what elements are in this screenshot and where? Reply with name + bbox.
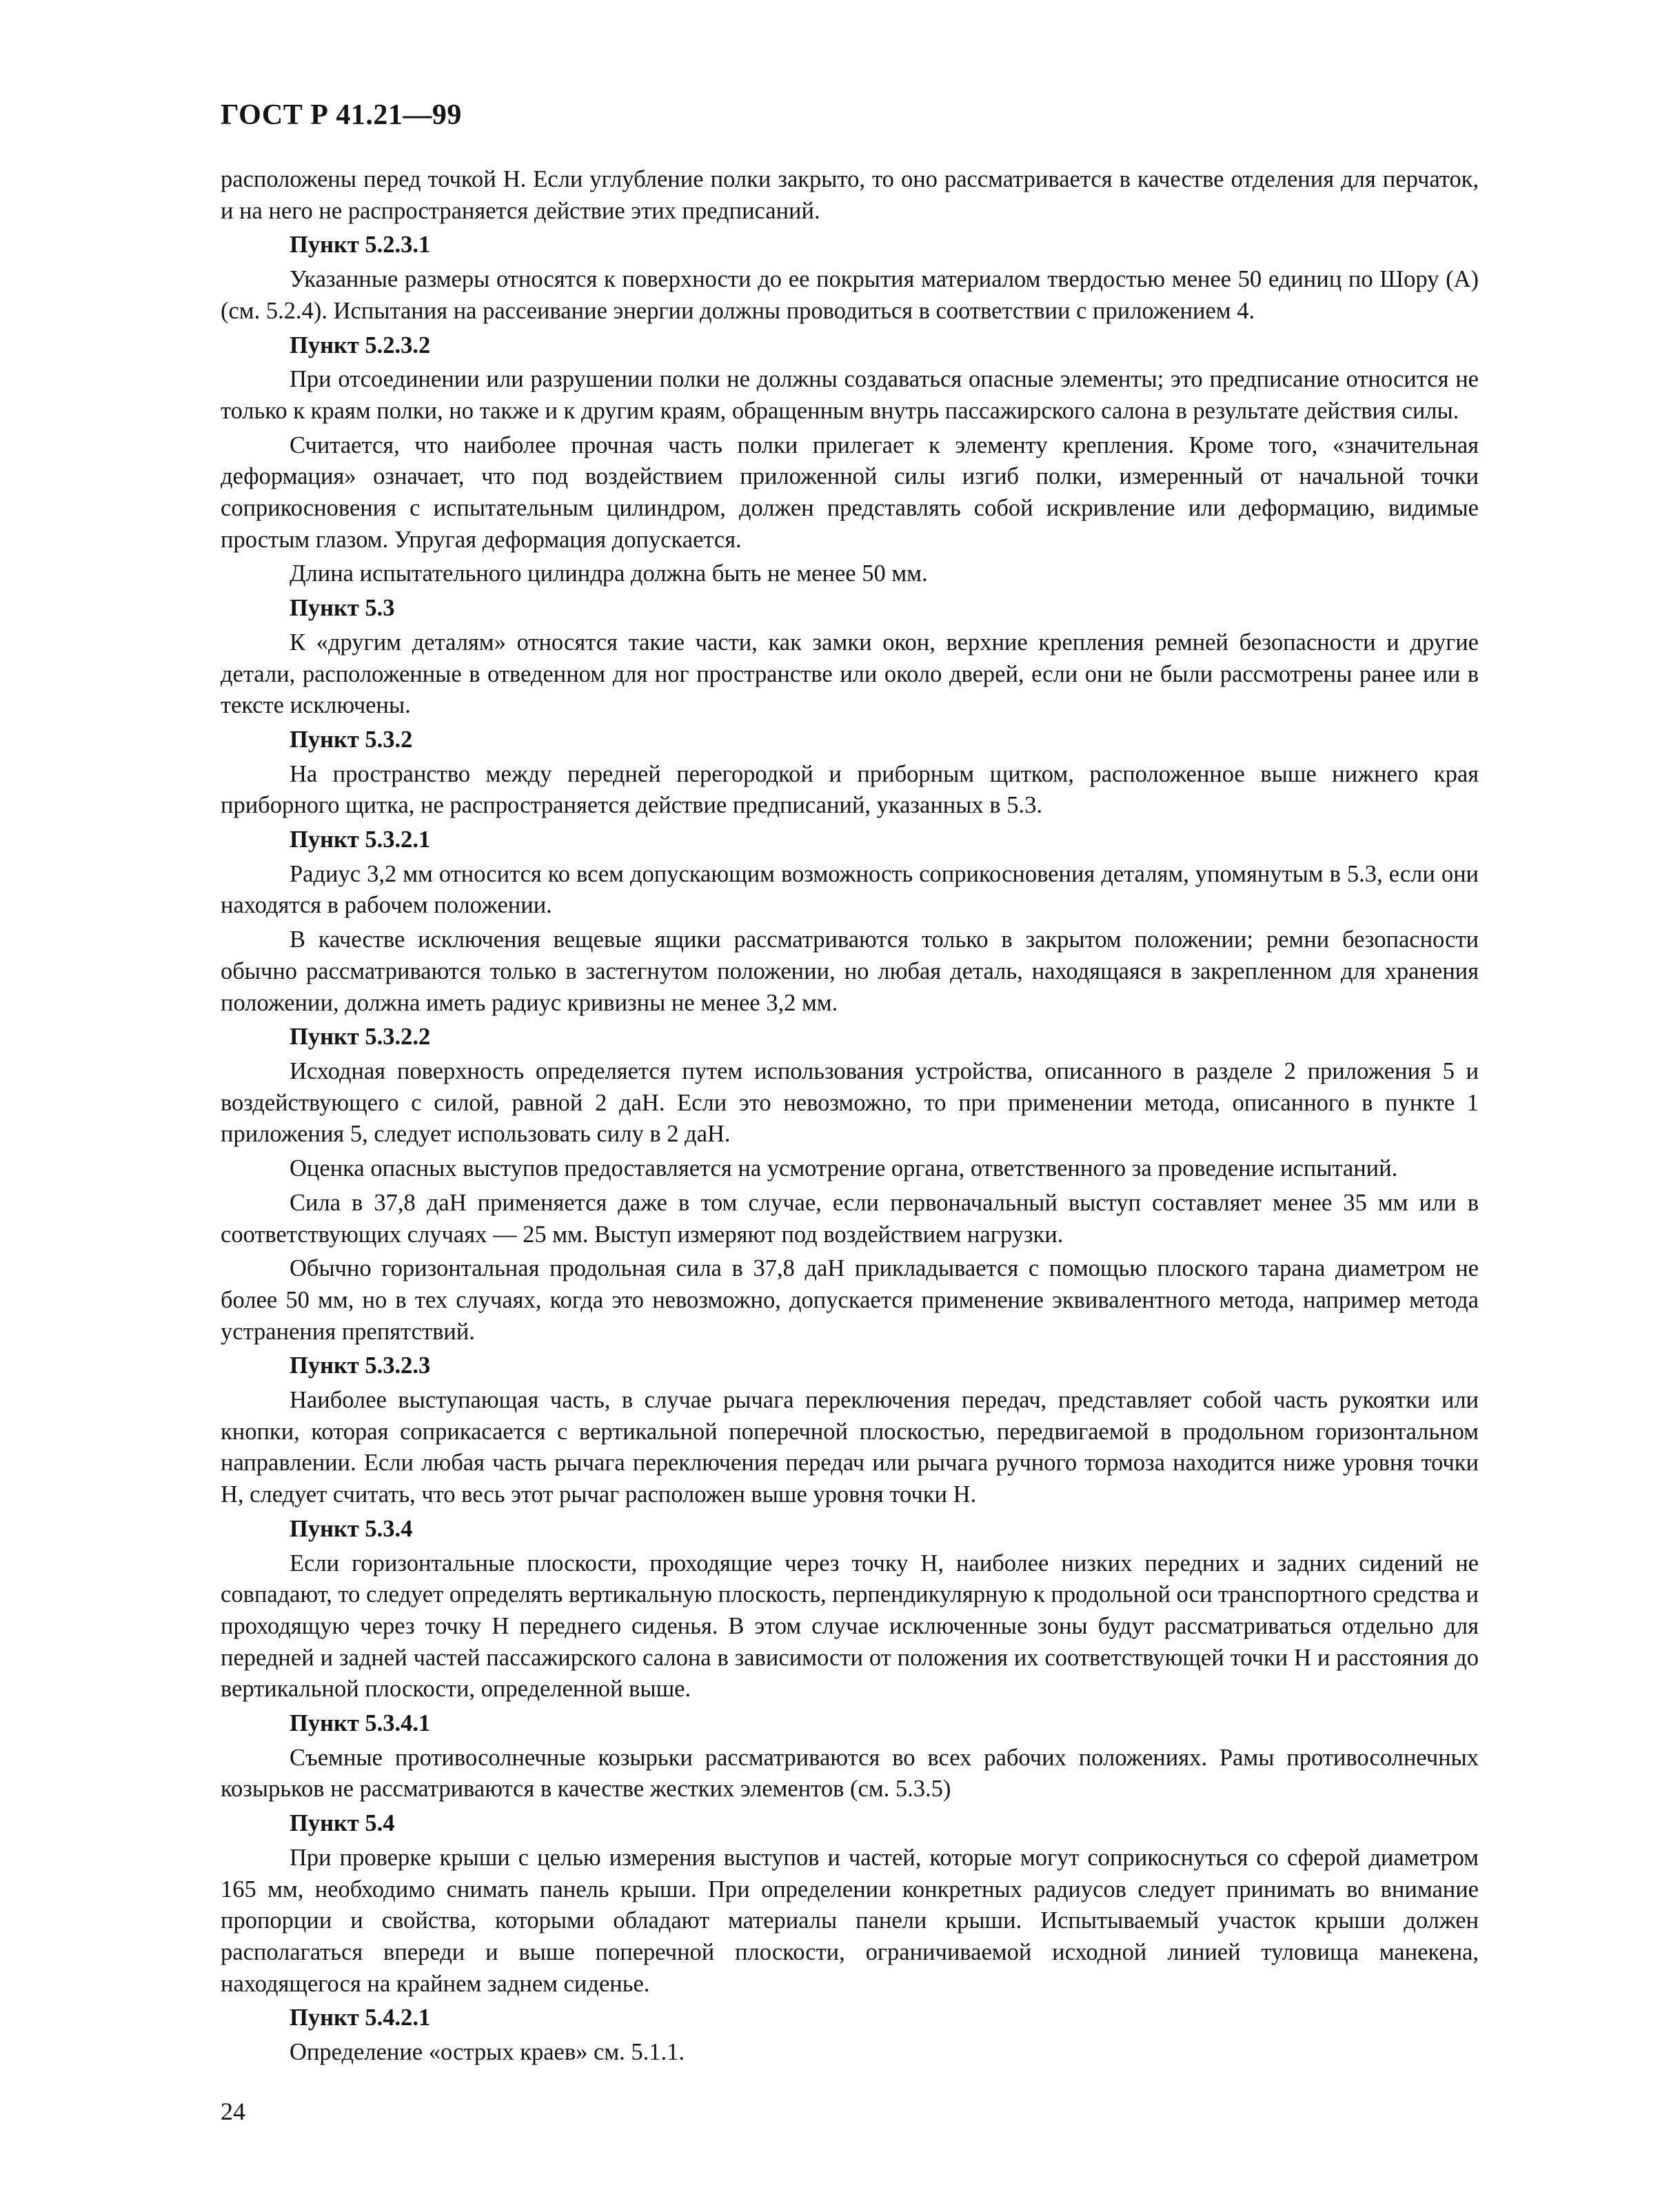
body-paragraph: Оценка опасных выступов предоставляется на усмотрение органа, ответственного за проведение испытаний. — [290, 1155, 1398, 1182]
section-heading: Пункт 5.3.2.2 — [290, 1024, 431, 1051]
body-paragraph: Наиболее выступающая часть, в случае рычага переключения передач, представляет собой часть рукоятки или кнопки, которая соприкасается с вертикальной поперечной плоскостью, передвигаемой в продольном горизонтальном направлении. Если любая часть рычага переключения передач или рычага ручного тормоза находится ниже уровня точки Н, следует считать, что весь этот рычаг расположен выше уровня точки Н. — [221, 1387, 1479, 1508]
section-heading: Пункт 5.3.4.1 — [290, 1710, 431, 1737]
body-paragraph: Радиус 3,2 мм относится ко всем допускающим возможность соприкосновения деталям, упомянутым в 5.3, если они находятся в рабочем положении. — [221, 860, 1479, 919]
body-paragraph: Исходная поверхность определяется путем использования устройства, описанного в разделе 2 приложения 5 и воздействующего с силой, равной 2 даН. Если это невозможно, то при применении метода, описанного в пункте 1 приложения 5, следует использовать силу в 2 даН. — [221, 1057, 1479, 1148]
section-heading: Пункт 5.3 — [290, 595, 395, 622]
section-heading: Пункт 5.2.3.2 — [290, 332, 431, 358]
body-paragraph: Указанные размеры относятся к поверхности до ее покрытия материалом твердостью менее 50 единиц по Шору (А) (см. 5.2.4). Испытания на рассеивание энергии должны проводиться в соответствии с приложением 4. — [221, 266, 1479, 324]
body-paragraph: Считается, что наиболее прочная часть полки прилегает к элементу крепления. Кроме того, «значительная деформация» означает, что под воздействием приложенной силы изгиб полки, измеренный от начальной точки соприкосновения с испытательным цилиндром, должен представлять собой искривление или деформацию, видимые простым глазом. Упругая деформация допускается. — [221, 432, 1479, 553]
body-paragraph: При проверке крыши с целью измерения выступов и частей, которые могут соприкоснуться со сферой диаметром 165 мм, необходимо снимать панель крыши. При определении конкретных радиусов следует принимать во внимание пропорции и свойства, которыми обладают материалы панели крыши. Испытываемый участок крыши должен располагаться впереди и выше поперечной плоскости, ограничиваемой исходной линией туловища манекена, находящегося на крайнем заднем сиденье. — [221, 1844, 1479, 1997]
document-code-header: ГОСТ Р 41.21—99 — [221, 99, 462, 131]
body-paragraph: На пространство между передней перегородкой и приборным щитком, расположенное выше нижнего края приборного щитка, не распространяется действие предписаний, указанных в 5.3. — [221, 760, 1479, 819]
body-paragraph: При отсоединении или разрушении полки не должны создаваться опасные элементы; это предписание относится не только к краям полки, но также и к другим краям, обращенным внутрь пассажирского салона в результате действия силы. — [221, 366, 1479, 424]
body-paragraph: В качестве исключения вещевые ящики рассматриваются только в закрытом положении; ремни безопасности обычно рассматриваются только в застегнутом положении, но любая деталь, находящаяся в закрепленном для хранения положении, должна иметь радиус кривизны не менее 3,2 мм. — [221, 926, 1479, 1016]
body-paragraph: Определение «острых краев» см. 5.1.1. — [290, 2039, 685, 2066]
body-paragraph: Съемные противосолнечные козырьки рассматриваются во всех рабочих положениях. Рамы противосолнечных козырьков не рассматриваются в качестве жестких элементов (см. 5.3.5) — [221, 1744, 1479, 1803]
body-paragraph: К «другим деталям» относятся такие части, как замки окон, верхние крепления ремней безопасности и другие детали, расположенные в отведенном для ног пространстве или около дверей, если они не были рассмотрены ранее или в тексте исключены. — [221, 629, 1479, 719]
section-heading: Пункт 5.3.2.1 — [290, 826, 431, 853]
section-heading: Пункт 5.3.4 — [290, 1515, 413, 1542]
body-paragraph: Длина испытательного цилиндра должна быть не менее 50 мм. — [290, 560, 928, 587]
section-heading: Пункт 5.3.2.3 — [290, 1352, 431, 1379]
page-number: 24 — [221, 2098, 245, 2125]
section-heading: Пункт 5.3.2 — [290, 726, 413, 753]
section-heading: Пункт 5.2.3.1 — [290, 232, 431, 258]
section-heading: Пункт 5.4 — [290, 1810, 395, 1837]
body-paragraph: Сила в 37,8 даН применяется даже в том случае, если первоначальный выступ составляет менее 35 мм или в соответствующих случаях — 25 мм. Выступ измеряют под воздействием нагрузки. — [221, 1189, 1479, 1248]
body-paragraph: Обычно горизонтальная продольная сила в 37,8 даН прикладывается с помощью плоского тарана диаметром не более 50 мм, но в тех случаях, когда это невозможно, допускается применение эквивалентного метода, например метода устранения препятствий. — [221, 1255, 1479, 1345]
document-body — [221, 164, 1479, 2071]
body-paragraph: расположены перед точкой Н. Если углубление полки закрыто, то оно рассматривается в качестве отделения для перчаток, и на него не распространяется действие этих предписаний. — [221, 166, 1479, 224]
section-heading: Пункт 5.4.2.1 — [290, 2005, 431, 2031]
body-paragraph: Если горизонтальные плоскости, проходящие через точку Н, наиболее низких передних и задних сидений не совпадают, то следует определять вертикальную плоскость, перпендикулярную к продольной оси транспортного средства и проходящую через точку Н переднего сиденья. В этом случае исключенные зоны будут рассматриваться отдельно для передней и задней частей пассажирского салона в зависимости от положения их соответствующей точки Н и расстояния до вертикальной плоскости, определенной выше. — [221, 1550, 1479, 1703]
